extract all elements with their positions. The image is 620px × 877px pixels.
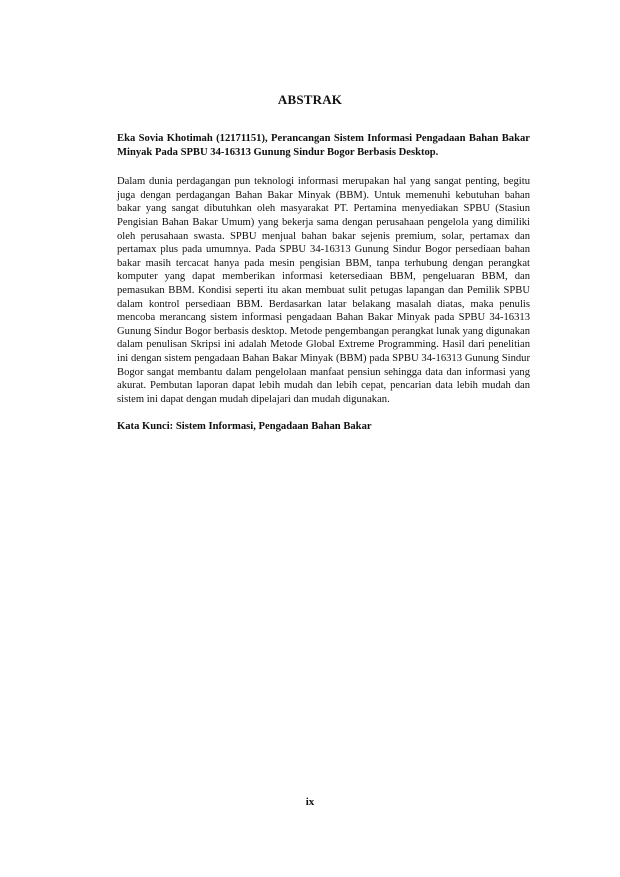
abstract-paragraph: Dalam dunia perdagangan pun teknologi informasi merupakan hal yang sangat penting, begitu juga dengan perdagangan Bahan Bakar Minyak (BBM). Untuk memenuhi kebutuhan bahan bakar yang sangat dibutuhkan oleh masyarakat PT. Pertamina menyediakan SPBU (Stasiun Pengisian Bahan Bakar Umum) yang bekerja sama dengan perusahaan pengelola yang dimiliki oleh perusahaan swasta. SPBU menjual bahan bakar sejenis premium, solar, pertamax dan pertamax plus pada umumnya. Pada SPBU 34-16313 Gunung Sindur Bogor persediaan bahan bakar masih tercacat hanya pada mesin pengisian BBM, tanpa terhubung dengan perangkat komputer yang dapat memberikan informasi ketersediaan BBM, pengeluaran BBM, dan pemasukan BBM. Kondisi seperti itu akan membuat sulit petugas lapangan dan Pemilik SPBU dalam kontrol persediaan BBM. Berdasarkan latar belakang masalah diatas, maka penulis mencoba merancang sistem informasi pengadaan Bahan Bakar Minyak pada SPBU 34-16313 Gunung Sindur Bogor berbasis desktop. Metode pengembangan perangkat lunak yang digunakan dalam penulisan Skripsi ini adalah Metode Global Extreme Programming. Hasil dari penelitian ini dengan sistem pengadaan Bahan Bakar Minyak (BBM) pada SPBU 34-16313 Gunung Sindur Bogor sangat membantu dalam pengelolaan manfaat pensiun sehingga data dan informasi yang akurat. Pembutan laporan dapat lebih mudah dan lebih cepat, pencarian data lebih mudah dan sistem ini dapat dengan mudah dipelajari dan mudah digunakan. <box>117 176 530 405</box>
keywords: Kata Kunci: Sistem Informasi, Pengadaan Bahan Bakar <box>117 421 372 433</box>
page-number: ix <box>305 796 315 808</box>
abstract-content <box>117 132 530 434</box>
author-identity: Eka Sovia Khotimah (12171151), Perancangan Sistem Informasi Pengadaan Bahan Bakar Minyak Pada SPBU 34-16313 Gunung Sindur Bogor Berbasis Desktop. <box>117 133 530 158</box>
page-title: ABSTRAK <box>277 92 343 107</box>
